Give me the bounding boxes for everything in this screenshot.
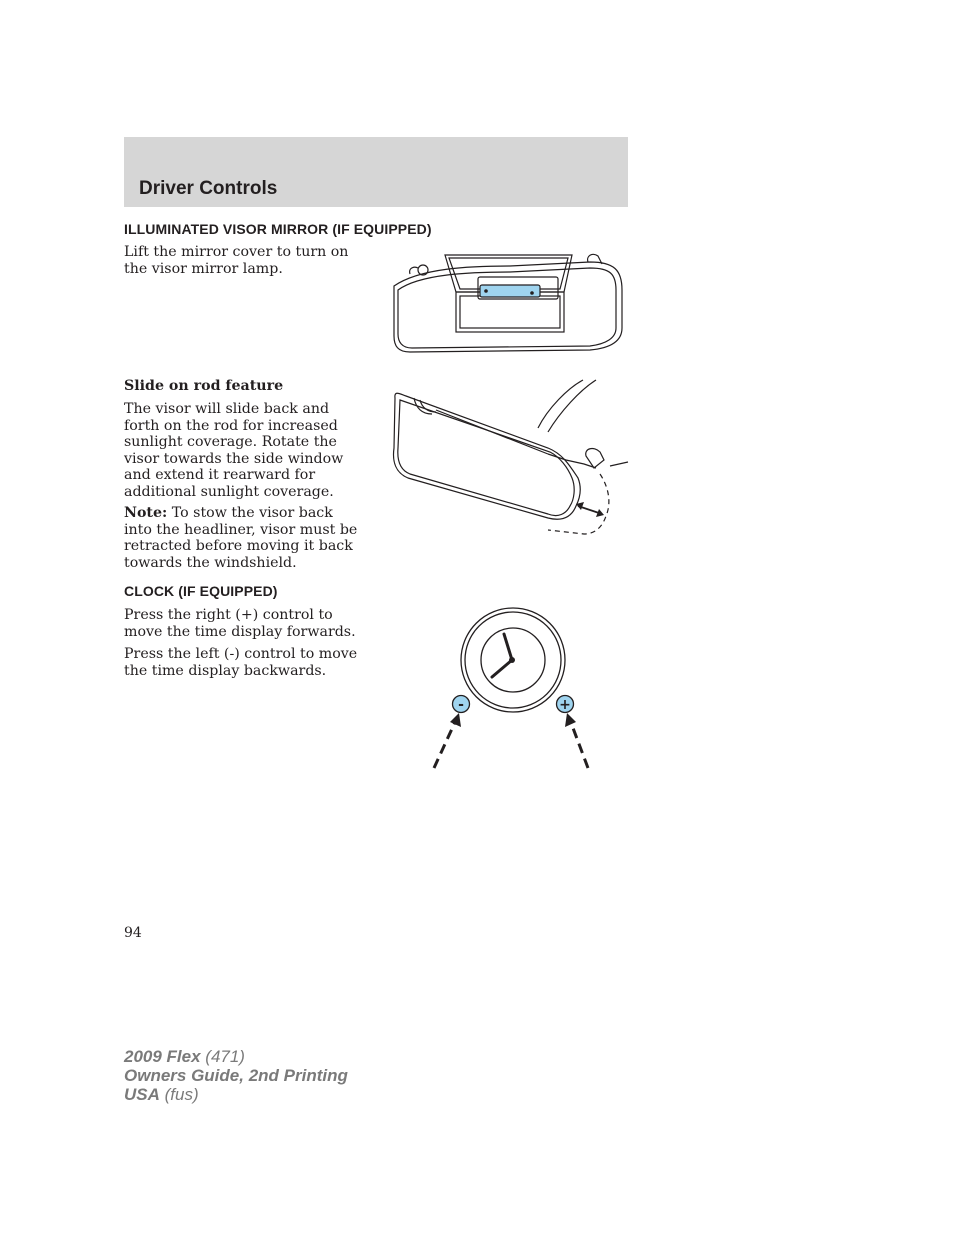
visor-mirror-heading: ILLUMINATED VISOR MIRROR (IF EQUIPPED)	[124, 221, 432, 237]
clock-illustration	[428, 604, 600, 774]
slide-rod-note	[124, 505, 364, 571]
visor-mirror-text: Lift the mirror cover to turn on the visor mirror lamp.	[124, 244, 349, 277]
visor-mirror-illustration	[390, 250, 628, 355]
footer-code: (471)	[200, 1047, 245, 1066]
clock-plus-button	[557, 696, 574, 714]
clock-text-forward: Press the right (+) control to move the time display forwards.	[124, 607, 356, 640]
clock-minus-button	[453, 696, 470, 714]
clock-heading: CLOCK (IF EQUIPPED)	[124, 583, 278, 599]
slide-rod-text: The visor will slide back and forth on the rod for increased sunlight coverage. Rotate the visor towards the side window and extend it rearward for additional sunlight coverage.	[124, 401, 344, 500]
footer-model: 2009 Flex	[124, 1047, 201, 1066]
note-text: To stow the visor back into the headliner, visor must be retracted before moving it back towards the windshield.	[124, 505, 358, 571]
page-number: 94	[124, 925, 142, 941]
footer-guide: Owners Guide, 2nd Printing	[124, 1066, 348, 1085]
footer-market-code: (fus)	[159, 1085, 199, 1104]
clock-minus-label: -	[458, 697, 464, 713]
note-label: Note:	[124, 505, 168, 521]
footer	[124, 1047, 348, 1104]
clock-plus-label: +	[559, 697, 571, 713]
visor-slide-illustration	[388, 378, 630, 540]
clock-text-backward: Press the left (-) control to move the time display backwards.	[124, 646, 358, 679]
page-title: Driver Controls	[139, 178, 278, 199]
footer-market: USA	[124, 1085, 160, 1104]
slide-rod-subheading: Slide on rod feature	[124, 378, 284, 394]
